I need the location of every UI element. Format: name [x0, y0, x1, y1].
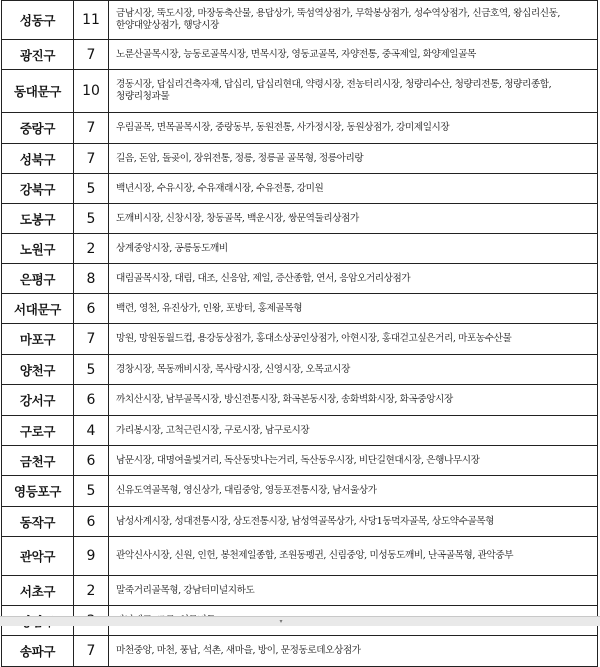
table-row	[2, 144, 598, 174]
markets-cell: 마천중앙, 마천, 풍납, 석촌, 새마을, 방이, 문정동로데오상점가	[109, 636, 598, 667]
count-cell: 8	[74, 264, 109, 294]
district-cell: 강서구	[2, 385, 74, 416]
markets-cell: 경동시장, 답십리건축자재, 답십리, 답십리현대, 약령시장, 전농터리시장, 청량리수산, 청량리전통, 청량리종합, 청량리청과물	[109, 70, 598, 113]
count-cell: 6	[74, 385, 109, 416]
count-cell: 7	[74, 144, 109, 174]
district-cell: 서대문구	[2, 294, 74, 324]
scroll-grip-icon[interactable]: ▾	[279, 618, 283, 625]
count-cell: 5	[74, 204, 109, 234]
count-cell: 6	[74, 294, 109, 324]
table-row	[2, 446, 598, 476]
table-row	[2, 174, 598, 204]
district-cell: 송파구	[2, 636, 74, 667]
market-table	[1, 0, 598, 667]
count-cell: 11	[74, 1, 109, 40]
markets-cell: 말죽거리골목형, 강남터미널지하도	[109, 576, 598, 606]
district-cell: 금천구	[2, 446, 74, 476]
table-row	[2, 576, 598, 606]
count-cell: 10	[74, 70, 109, 113]
markets-cell: 남성사계시장, 성대전통시장, 상도전통시장, 남성역골목상가, 사당1동먹자골목, 상도약수골목형	[109, 507, 598, 537]
markets-cell: 대림골목시장, 대림, 대조, 신응암, 제일, 증산종합, 연서, 응암오거리상점가	[109, 264, 598, 294]
markets-cell: 남문시장, 대명여울빛거리, 독산동맛나는거리, 독산동우시장, 비단길현대시장, 은행나무시장	[109, 446, 598, 476]
count-cell: 7	[74, 113, 109, 144]
table-row	[2, 385, 598, 416]
table-row	[2, 70, 598, 113]
table-row	[2, 113, 598, 144]
count-cell: 6	[74, 446, 109, 476]
markets-cell: 망원, 망원동월드컵, 용강동상점가, 홍대소상공인상점가, 아현시장, 홍대걷고싶은거리, 마포농수산물	[109, 324, 598, 355]
district-cell: 강북구	[2, 174, 74, 204]
table-row	[2, 324, 598, 355]
markets-cell: 도깨비시장, 신창시장, 창동골목, 백운시장, 쌍문역둘리상점가	[109, 204, 598, 234]
count-cell: 5	[74, 355, 109, 385]
markets-cell: 까치산시장, 남부골목시장, 방신전통시장, 화곡본동시장, 송화벽화시장, 화곡중앙시장	[109, 385, 598, 416]
markets-cell: 관악신사시장, 신원, 인헌, 봉천제일종합, 조원동펭귄, 신림중앙, 미성동도깨비, 난곡골목형, 관악중부	[109, 537, 598, 576]
district-cell: 중랑구	[2, 113, 74, 144]
table-row	[2, 507, 598, 537]
bottom-scrollbar[interactable]	[0, 616, 600, 626]
count-cell: 6	[74, 507, 109, 537]
markets-cell: 백련, 영천, 유진상가, 인왕, 포방터, 홍제골목형	[109, 294, 598, 324]
markets-cell: 백년시장, 수유시장, 수유재래시장, 수유전통, 강미원	[109, 174, 598, 204]
table-row	[2, 636, 598, 667]
table-row	[2, 204, 598, 234]
market-table-body	[2, 1, 598, 667]
markets-cell: 상계중앙시장, 공릉동도깨비	[109, 234, 598, 264]
table-row	[2, 264, 598, 294]
table-row	[2, 537, 598, 576]
district-cell: 동대문구	[2, 70, 74, 113]
district-cell: 동작구	[2, 507, 74, 537]
markets-cell: 가리봉시장, 고척근린시장, 구로시장, 남구로시장	[109, 416, 598, 446]
district-cell: 광진구	[2, 40, 74, 70]
district-cell: 성북구	[2, 144, 74, 174]
markets-cell: 노룬산골목시장, 능동로골목시장, 면목시장, 영동교골목, 자양전통, 중곡제일, 화양제일골목	[109, 40, 598, 70]
markets-cell: 우림골목, 면목골목시장, 중랑동부, 동원전통, 사가정시장, 동원상점가, 강미제일시장	[109, 113, 598, 144]
count-cell: 2	[74, 234, 109, 264]
table-row	[2, 40, 598, 70]
count-cell: 7	[74, 324, 109, 355]
district-cell: 은평구	[2, 264, 74, 294]
markets-cell: 금남시장, 뚝도시장, 마장동축산물, 용답상가, 뚝섬역상점가, 무학봉상점가, 성수역상점가, 신금호역, 왕십리신동, 한양대앞상점가, 행당시장	[109, 1, 598, 40]
district-cell: 영등포구	[2, 476, 74, 507]
count-cell: 5	[74, 476, 109, 507]
markets-cell: 길음, 돈암, 돌곶이, 장위전통, 정릉, 정릉골 골목형, 정릉아리랑	[109, 144, 598, 174]
markets-cell: 경창시장, 목동깨비시장, 목사랑시장, 신영시장, 오목교시장	[109, 355, 598, 385]
district-cell: 양천구	[2, 355, 74, 385]
district-cell: 노원구	[2, 234, 74, 264]
table-row	[2, 476, 598, 507]
table-row	[2, 234, 598, 264]
table-row	[2, 355, 598, 385]
table-row	[2, 294, 598, 324]
district-cell: 구로구	[2, 416, 74, 446]
table-row	[2, 416, 598, 446]
count-cell: 2	[74, 576, 109, 606]
district-cell: 관악구	[2, 537, 74, 576]
count-cell: 7	[74, 40, 109, 70]
district-cell: 도봉구	[2, 204, 74, 234]
district-cell: 서초구	[2, 576, 74, 606]
count-cell: 4	[74, 416, 109, 446]
district-cell: 마포구	[2, 324, 74, 355]
district-cell: 성동구	[2, 1, 74, 40]
table-row	[2, 1, 598, 40]
count-cell: 7	[74, 636, 109, 667]
count-cell: 5	[74, 174, 109, 204]
count-cell: 9	[74, 537, 109, 576]
markets-cell: 신유도역골목형, 영신상가, 대림중앙, 영등포전통시장, 남서울상가	[109, 476, 598, 507]
